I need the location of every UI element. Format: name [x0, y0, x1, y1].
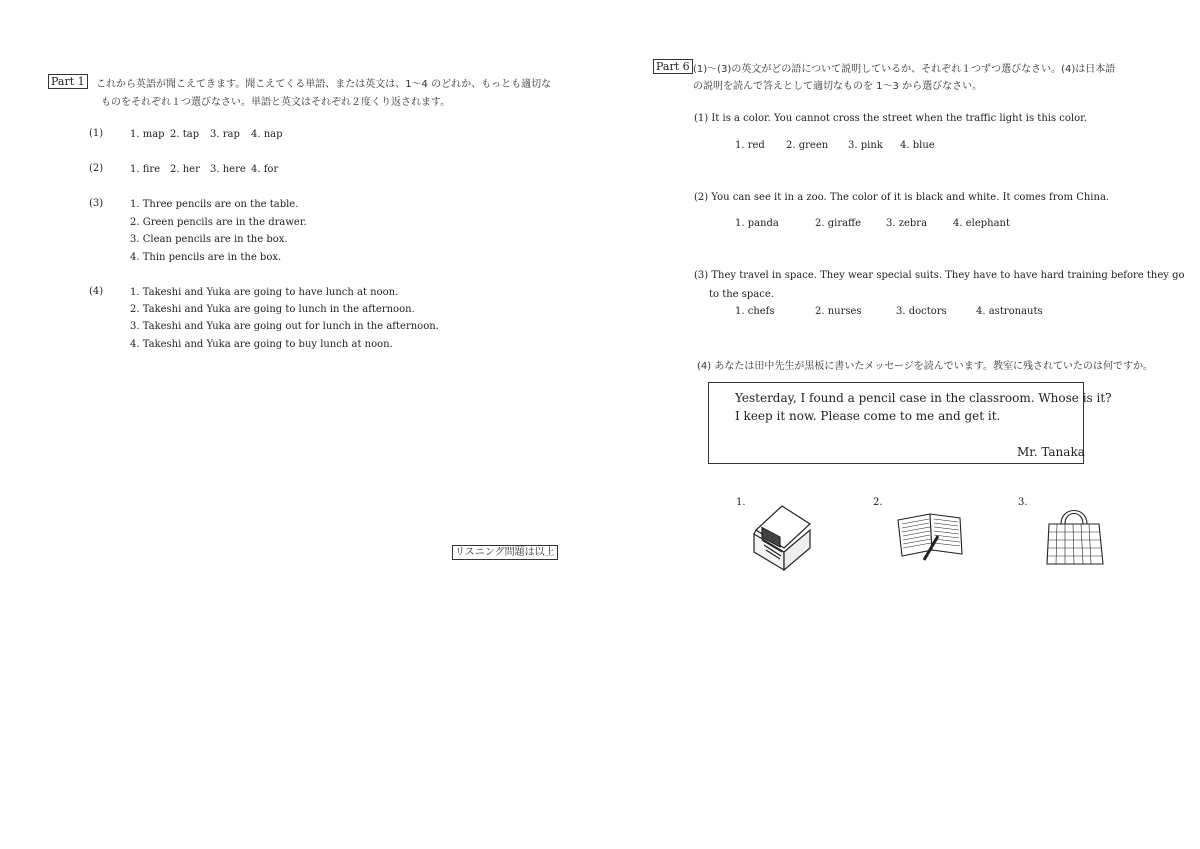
- part6-q2-choice-4: 4. elephant: [953, 218, 1011, 229]
- picture-label-2: 2.: [873, 497, 883, 508]
- part1-label: Part 1: [48, 74, 88, 89]
- message-signature: Mr. Tanaka: [1017, 445, 1085, 459]
- part1-q1-choice-3: 3. rap: [210, 129, 240, 140]
- part6-q2-choice-1: 1. panda: [735, 218, 779, 229]
- part1-q1-choice-1: 1. map: [130, 129, 165, 140]
- part1-q2-choice-2: 2. her: [170, 164, 200, 175]
- part1-q1-choice-4: 4. nap: [251, 129, 283, 140]
- part1-q2-choice-4: 4. for: [251, 164, 279, 175]
- part6-q3-choice-1: 1. chefs: [735, 306, 775, 317]
- part6-instruction-line2: の説明を読んで答えとして適切なものを 1～3 から選びなさい。: [693, 81, 983, 92]
- part6-q1-choice-1: 1. red: [735, 140, 765, 151]
- part6-q3-text-line1: (3) They travel in space. They wear special suits. They have to have hard training before they go: [694, 270, 1185, 281]
- part1-q1-number: (1): [89, 128, 104, 139]
- pencil-case-icon: [748, 500, 816, 572]
- quilted-bag-icon: [1043, 502, 1107, 568]
- part6-q1-text: (1) It is a color. You cannot cross the street when the traffic light is this color.: [694, 113, 1087, 124]
- part1-q2-number: (2): [89, 163, 104, 174]
- part1-q4-choice-1: 1. Takeshi and Yuka are going to have lunch at noon.: [130, 287, 399, 298]
- picture-label-1: 1.: [736, 497, 746, 508]
- picture-label-3: 3.: [1018, 497, 1028, 508]
- part6-q4-text: (4) あなたは田中先生が黒板に書いたメッセージを読んでいます。教室に残されていたのは何ですか。: [697, 361, 1153, 372]
- part1-q2-choice-3: 3. here: [210, 164, 246, 175]
- part1-q4-number: (4): [89, 286, 104, 297]
- message-line2: I keep it now. Please come to me and get it.: [735, 409, 1001, 423]
- part6-q3-choice-3: 3. doctors: [896, 306, 947, 317]
- part6-q3-text-line2: to the space.: [709, 289, 774, 300]
- part1-q2-choice-1: 1. fire: [130, 164, 161, 175]
- part1-q3-choice-1: 1. Three pencils are on the table.: [130, 199, 299, 210]
- part6-q1-choice-2: 2. green: [786, 140, 829, 151]
- part6-q3-choice-4: 4. astronauts: [976, 306, 1043, 317]
- part1-q1-choice-2: 2. tap: [170, 129, 200, 140]
- part1-q3-number: (3): [89, 198, 104, 209]
- message-line1: Yesterday, I found a pencil case in the classroom. Whose is it?: [735, 391, 1112, 405]
- part6-label: Part 6: [653, 59, 693, 74]
- notebook-icon: [896, 510, 966, 564]
- part1-q3-choice-3: 3. Clean pencils are in the box.: [130, 234, 288, 245]
- part6-q2-choice-3: 3. zebra: [886, 218, 928, 229]
- part1-q3-choice-4: 4. Thin pencils are in the box.: [130, 252, 282, 263]
- part6-q2-text: (2) You can see it in a zoo. The color of it is black and white. It comes from China.: [694, 192, 1110, 203]
- teacher-message-box: [708, 382, 1112, 464]
- part6-q1-choice-4: 4. blue: [900, 140, 935, 151]
- listening-end-note: リスニング問題は以上: [452, 545, 558, 560]
- part6-instruction-line1: (1)～(3)の英文がどの語について説明しているか、それぞれ１つずつ選びなさい。(4)は日本語: [693, 64, 1116, 75]
- part1-q3-choice-2: 2. Green pencils are in the drawer.: [130, 217, 307, 228]
- part1-instruction-line1: これから英語が聞こえてきます。聞こえてくる単語、または英文は、1～4 のどれか、もっとも適切な: [96, 79, 552, 90]
- part1-q4-choice-4: 4. Takeshi and Yuka are going to buy lunch at noon.: [130, 339, 393, 350]
- part1-q4-choice-3: 3. Takeshi and Yuka are going out for lunch in the afternoon.: [130, 321, 439, 332]
- part6-q3-choice-2: 2. nurses: [815, 306, 862, 317]
- part1-instruction-line2: ものをそれぞれ１つ選びなさい。単語と英文はそれぞれ２度くり返されます。: [101, 97, 451, 108]
- part6-q1-choice-3: 3. pink: [848, 140, 883, 151]
- part6-q2-choice-2: 2. giraffe: [815, 218, 862, 229]
- part1-q4-choice-2: 2. Takeshi and Yuka are going to lunch in the afternoon.: [130, 304, 415, 315]
